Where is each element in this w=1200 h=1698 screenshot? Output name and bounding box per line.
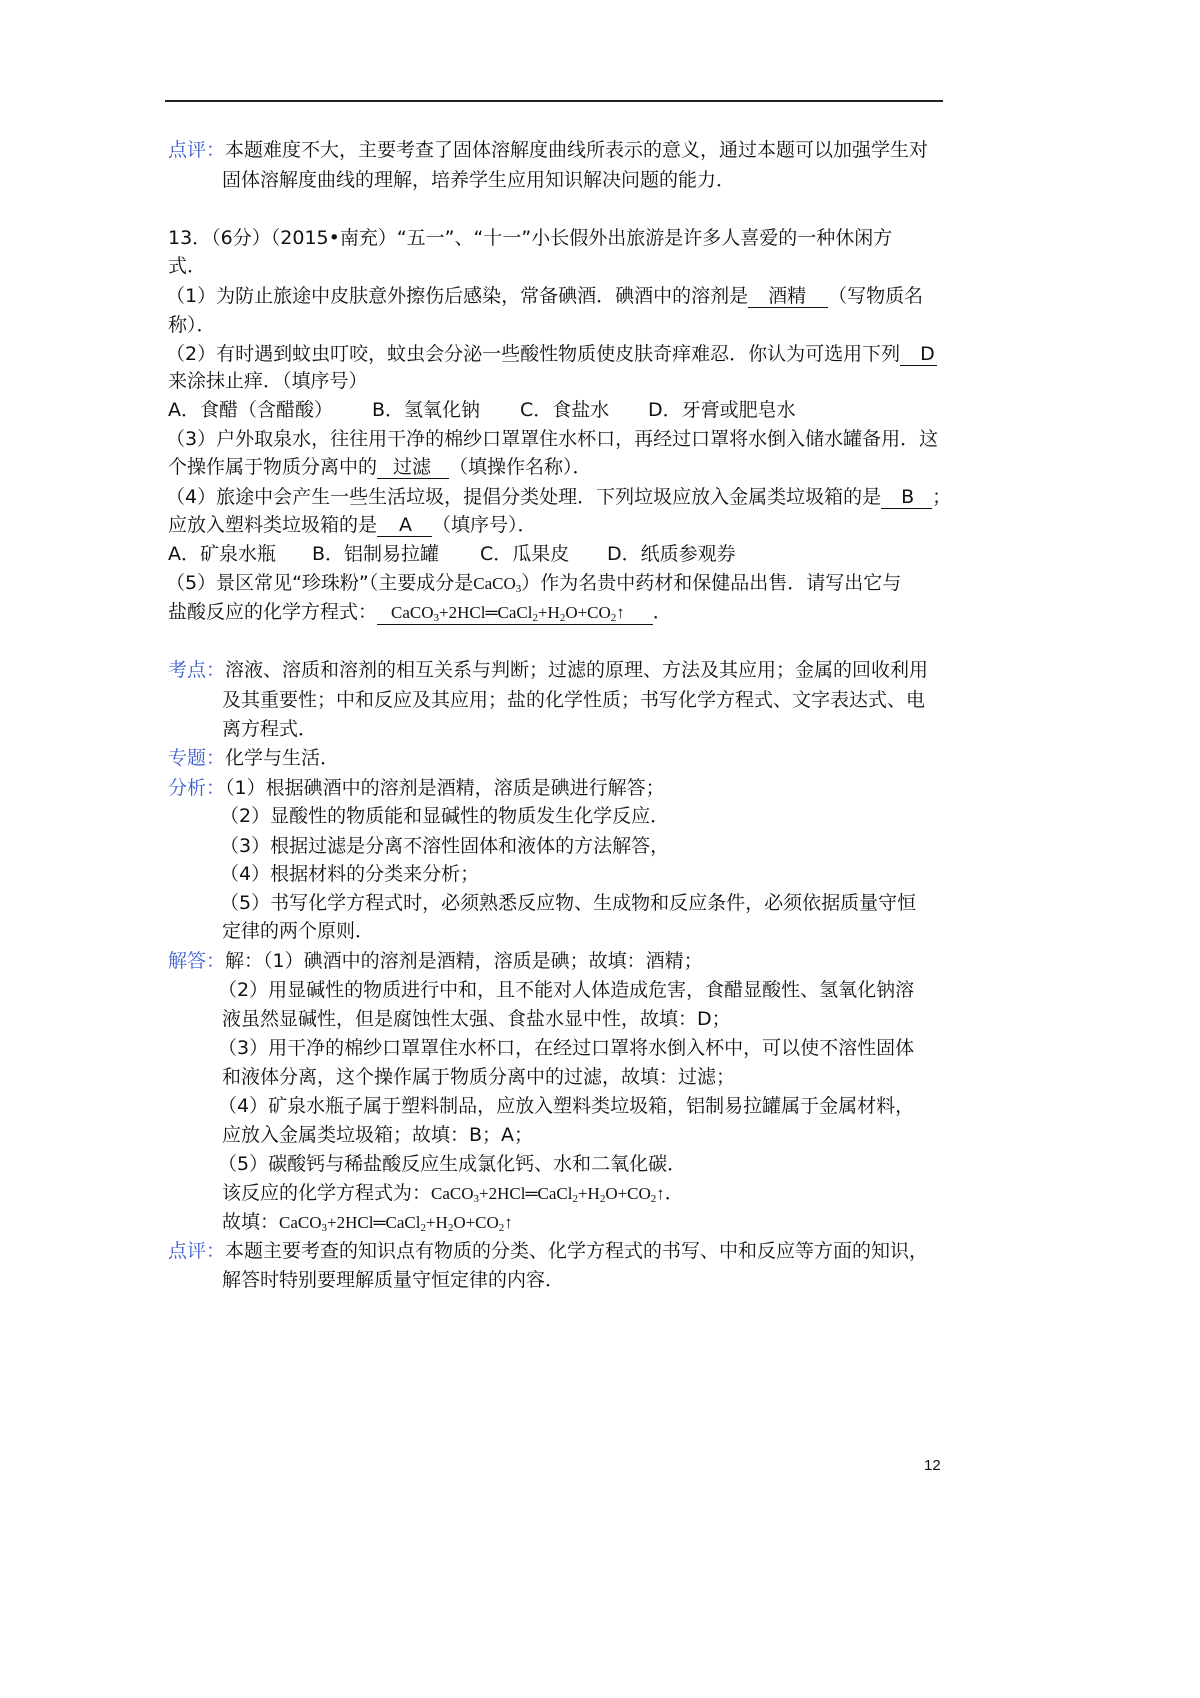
solution-equation-tail: ．: [664, 1182, 684, 1204]
q5-formula: CaCO$_3$: [473, 574, 522, 595]
q1-text: （1）为防止旅途中皮肤意外擦伤后感染，常备碘酒．碘酒中的溶剂是: [166, 285, 749, 307]
q1-cont: 称）．: [168, 314, 216, 336]
q3-line: [166, 427, 938, 451]
review-text: 本题主要考查的知识点有物质的分类、化学方程式的书写、中和反应等方面的知识，: [225, 1240, 929, 1262]
q5-text-before: （5）景区常见“珍珠粉”（主要成分是: [166, 572, 474, 594]
q4-option-b: B．铝制易拉罐: [312, 543, 440, 565]
q3-cont: 个操作属于物质分离中的: [168, 456, 378, 478]
solution-text: （5）碳酸钙与稀盐酸反应生成氯化钙、水和二氧化碳．: [218, 1153, 687, 1175]
prev-review-label: 点评：: [168, 139, 226, 161]
solution-text: 应放入金属类垃圾箱；故填：B；A；: [222, 1124, 534, 1146]
q4-cont-line: [168, 513, 537, 537]
solution-line-8: [218, 1152, 686, 1176]
analysis-text: （1）根据碘酒中的溶剂是酒精，溶质是碘进行解答；: [225, 777, 665, 799]
solution-text: （3）用干净的棉纱口罩罩住水杯口，在经过口罩将水倒入杯中，可以使不溶性固体: [218, 1037, 915, 1059]
q2-cont: 来涂抹止痒．（填序号）: [168, 370, 368, 392]
analysis-text: 定律的两个原则．: [222, 920, 375, 942]
solution-text: （2）用显碱性的物质进行中和，且不能对人体造成危害，食醋显酸性、氢氧化钠溶: [218, 979, 915, 1001]
solution-line-2: [218, 978, 914, 1002]
q5-tail: ．: [652, 601, 672, 623]
key-points-line-2: [222, 688, 925, 712]
analysis-line-2: [220, 804, 669, 828]
q2-cont-line: [168, 369, 368, 393]
solution-line-6: [218, 1094, 914, 1118]
solution-line-1: [168, 949, 703, 973]
q4-option-a: A．矿泉水瓶: [168, 543, 276, 565]
solution-text: 和液体分离，这个操作属于物质分离中的过滤，故填：过滤；: [222, 1066, 736, 1088]
page-number: 12: [924, 1457, 941, 1474]
q3-answer-blank: 过滤: [377, 456, 449, 479]
q4-options: [0, 542, 1000, 566]
review-line-1: [168, 1239, 928, 1263]
q1-line: [166, 284, 923, 308]
q2-line: [166, 342, 937, 366]
q2-option-a: A．食醋（含醋酸）: [168, 399, 333, 421]
solution-equation-formula: $CaCO_3+2HCl═CaCl_2+H_2O+CO_2↑$: [431, 1184, 665, 1205]
q3-tail: （填操作名称）．: [449, 456, 592, 478]
analysis-line-1: [168, 776, 665, 800]
q3-cont-line: [168, 455, 592, 479]
analysis-text: （2）显酸性的物质能和显碱性的物质发生化学反应．: [220, 805, 670, 827]
header-rule: [165, 100, 943, 102]
question-stem-text: 13．（6分）（2015•南充）“五一”、“十一”小长假外出旅游是许多人喜爱的一种休闲方: [168, 227, 893, 249]
q3-text: （3）户外取泉水，往往用干净的棉纱口罩罩住水杯口，再经过口罩将水倒入储水罐备用．这: [166, 428, 939, 450]
solution-fill-formula: $CaCO_3+2HCl═CaCl_2+H_2O+CO_2↑$: [279, 1213, 513, 1234]
review-label: 点评：: [168, 1240, 226, 1262]
q5-cont-line: [168, 600, 672, 625]
solution-fill-text: 故填：: [222, 1211, 280, 1233]
analysis-text: （5）书写化学方程式时，必须熟悉反应物、生成物和反应条件，必须依据质量守恒: [220, 892, 917, 914]
q5-answer-blank: $CaCO_3+2HCl═CaCl_2+H_2O+CO_2↑$: [377, 602, 653, 625]
prev-review-line-2: [222, 168, 735, 192]
q2-options: [0, 398, 1000, 422]
question-stem-line-1: [168, 226, 892, 250]
key-points-text: 离方程式．: [222, 718, 318, 740]
q1-answer-blank: 酒精: [748, 285, 828, 308]
q4-tail1: ；: [932, 486, 952, 508]
question-stem-text: 式．: [168, 255, 207, 277]
analysis-line-3: [220, 834, 669, 858]
key-points-line-1: [168, 658, 928, 682]
prev-review-text: 固体溶解度曲线的理解，培养学生应用知识解决问题的能力．: [222, 169, 736, 191]
key-points-text: 溶液、溶质和溶剂的相互关系与判断；过滤的原理、方法及其应用；金属的回收利用: [225, 659, 929, 681]
solution-equation-line: [222, 1181, 684, 1206]
q2-text: （2）有时遇到蚊虫叮咬，蚊虫会分泌一些酸性物质使皮肤奇痒难忍．你认为可选用下列: [166, 343, 901, 365]
solution-equation-text: 该反应的化学方程式为：: [222, 1182, 432, 1204]
q5-cont: 盐酸反应的化学方程式：: [168, 601, 378, 623]
q4-answer1-blank: B: [881, 486, 932, 509]
q4-option-c: C．瓜果皮: [480, 543, 570, 565]
q4-option-d: D．纸质参观券: [607, 543, 736, 565]
solution-line-7: [222, 1123, 533, 1147]
analysis-text: （3）根据过滤是分离不溶性固体和液体的方法解答，: [220, 835, 670, 857]
q5-line: [166, 571, 901, 596]
q1-tail: （写物质名: [828, 285, 924, 307]
prev-review-line-1: [168, 138, 928, 162]
solution-line-3: [222, 1007, 731, 1031]
solution-text: 解：（1）碘酒中的溶剂是酒精，溶质是碘；故填：酒精；: [225, 950, 703, 972]
q1-cont-line: [168, 313, 216, 337]
q2-option-c: C．食盐水: [520, 399, 610, 421]
topic-label: 专题：: [168, 747, 226, 769]
review-line-2: [222, 1268, 564, 1292]
solution-text: 液虽然显碱性，但是腐蚀性太强、食盐水显中性，故填：D；: [222, 1008, 731, 1030]
topic-text: 化学与生活．: [225, 747, 340, 769]
q4-line: [166, 485, 951, 509]
q4-text: （4）旅途中会产生一些生活垃圾，提倡分类处理．下列垃圾应放入金属类垃圾箱的是: [166, 486, 882, 508]
q4-answer2-blank: A: [377, 514, 432, 537]
q2-option-b: B．氢氧化钠: [372, 399, 481, 421]
key-points-line-3: [222, 717, 317, 741]
solution-text: （4）矿泉水瓶子属于塑料制品，应放入塑料类垃圾箱，铝制易拉罐属于金属材料，: [218, 1095, 915, 1117]
key-points-text: 及其重要性；中和反应及其应用；盐的化学性质；书写化学方程式、文字表达式、电: [222, 689, 926, 711]
solution-line-4: [218, 1036, 914, 1060]
q2-answer-blank: D: [900, 343, 937, 366]
solution-label: 解答：: [168, 950, 226, 972]
q4-tail2: （填序号）．: [432, 514, 537, 536]
analysis-text: （4）根据材料的分类来分析；: [220, 863, 480, 885]
analysis-label: 分析：: [168, 777, 226, 799]
solution-fill-line: [222, 1210, 513, 1235]
key-points-label: 考点：: [168, 659, 226, 681]
q2-option-d: D．牙膏或肥皂水: [648, 399, 796, 421]
analysis-line-5: [220, 891, 916, 915]
analysis-line-4: [220, 862, 479, 886]
q4-cont: 应放入塑料类垃圾箱的是: [168, 514, 378, 536]
review-text: 解答时特别要理解质量守恒定律的内容．: [222, 1269, 565, 1291]
q5-text-after: ）作为名贵中药材和保健品出售．请写出它与: [521, 572, 902, 594]
solution-line-5: [222, 1065, 735, 1089]
question-stem-line-2: [168, 254, 206, 278]
prev-review-text: 本题难度不大，主要考查了固体溶解度曲线所表示的意义，通过本题可以加强学生对: [225, 139, 929, 161]
topic-line: [168, 746, 339, 770]
analysis-line-6: [222, 919, 374, 943]
